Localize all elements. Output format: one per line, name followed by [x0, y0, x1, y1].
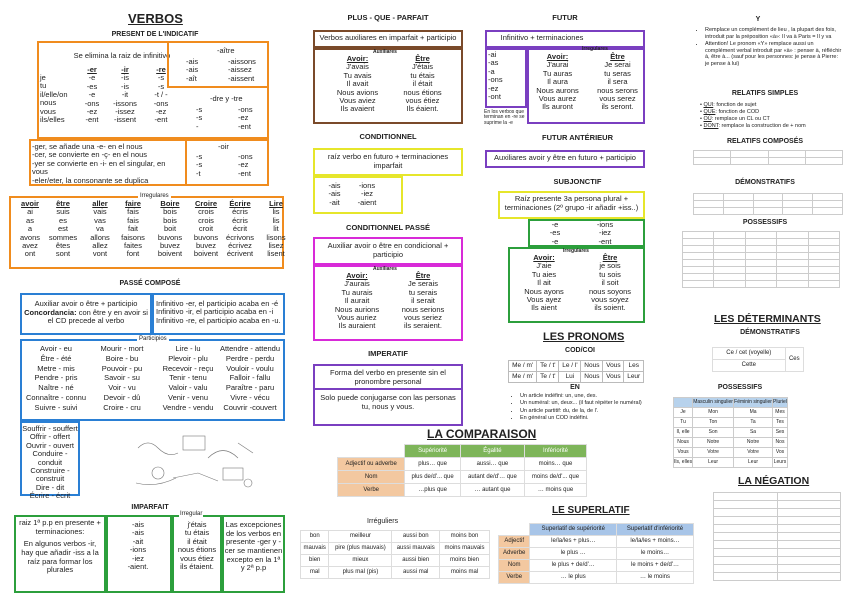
- imperatif-divider: [313, 388, 463, 390]
- pc-extra: Souffrir - souffert Offrir - offert Ouvrir - ouvert Conduire - conduit Construire - construit Dire - dit Écrire - écrit: [22, 424, 78, 501]
- futur-irr-label: Irregulares: [582, 46, 608, 52]
- irreg-verb-2: aller vais vas va allons allez vont: [90, 199, 110, 259]
- present-notes: -ger, se añade una -e- en el nous -cer, se convierte en -ç- en el nous -yer se convierte en -i- en el singular, en vous -eler/eter, la consonante se duplica: [32, 142, 166, 185]
- codcoi-heading: COD/COI: [565, 347, 595, 354]
- aitre-col2: -aissons -aissez -aissent: [228, 57, 256, 83]
- dre-col2: -ons -ez -ent: [238, 105, 253, 131]
- re-col: -re -s -s -t / - -ons -ez -ent: [153, 65, 169, 125]
- imperatif-text1: Forma del verbo en presente sin el pronombre personal: [330, 368, 446, 386]
- irreg-verb-7: Lire lis lis lit lisons lisez lisent: [266, 199, 286, 259]
- cond-rule: raíz verbo en futuro + terminaciones imparfait: [327, 152, 449, 170]
- imparfait-irr-label: Irregular: [180, 511, 203, 517]
- imparfait-note: Las excepciones de los verbos en presente -ger y -cer se mantienen excepto en la 1ª y 2ª p.p: [224, 520, 283, 573]
- condp-aux-label: Auxiliares: [373, 266, 397, 272]
- irreg-label: Irregulares: [140, 193, 169, 199]
- demonstratifs-table: [693, 193, 843, 215]
- participles-col-3: Attendre - attendu Perdre - perdu Vouloir - voulu Falloir - fallu Paraître - paru Vivre - vécu Couvrir -couvert: [219, 344, 281, 412]
- demonstratifs-heading: DÉMONSTRATIFS: [735, 179, 795, 186]
- det-dem-table: Ce / cet (voyelle) Ces Cette: [712, 347, 804, 372]
- pc-heading: PASSÉ COMPOSÉ: [119, 280, 181, 287]
- imperatif-heading: IMPERATIF: [368, 349, 408, 358]
- hand-drawn-sketch: [128, 428, 268, 493]
- pqp-heading: PLUS - QUE - PARFAIT: [347, 13, 429, 22]
- det-poss-heading: POSSESSIFS: [717, 384, 763, 391]
- present-pronouns: je tu il/elle/on nous vous ils/elles: [40, 73, 68, 124]
- negation-table: [713, 492, 841, 581]
- irreg-verb-5: Croire crois crois croit buvons buvez boivent: [193, 199, 219, 259]
- dre-col1: -s -s -: [196, 105, 203, 131]
- superlatif-table: Superlatif de supériorité Superlatif d'infériorité Adjectif le/la/les + plus… le/la/les + moins… Adverbe le plus … le moins… Nom le plus + de/d'… le moins + de/d'… Verbe … le plus … le moins: [498, 523, 694, 584]
- det-dem-heading: DÉMONSTRATIFS: [740, 329, 800, 336]
- irreguliers-heading: Irréguliers: [367, 518, 399, 525]
- futur-note: En los verbos que terminan en -re se suprime la -e: [484, 109, 525, 126]
- pronoms-heading: LES PRONOMS: [543, 331, 625, 343]
- pronoms-table: Me / m' Te / t' Le / l' Nous Vous Les Me / m' Te / t' Lui Nous Vous Leur: [508, 360, 644, 383]
- irreg-verb-3: faire fais fais fait faisons faites font: [121, 199, 145, 259]
- irreg-verb-1: être suis es est sommes êtes sont: [48, 199, 78, 259]
- participles-col-0: Avoir - eu Être - été Metre - mis Pendre - pris Naître - né Connaître - connu Suivre - suivi: [25, 344, 87, 412]
- irreg-verb-0: avoir ai as a avons avez ont: [19, 199, 40, 259]
- imperatif-text2: Solo puede conjugarse con las personas tu, nous y vous.: [320, 393, 456, 411]
- cond-end2: -ions -iez -aient: [357, 181, 377, 207]
- imparfait-etre: j'étais tu étais il était nous étions vous étiez ils étaient.: [177, 520, 217, 571]
- subj-end1: -e -es -e: [549, 220, 561, 246]
- comparaison-table: Supériorité Égalité Infériorité Adjectif ou adverbe plus… que aussi… que moins… que Nom plus de/d'... que autant de/d'… que moins de/d'... que Verbe …plus que … autant que … moins que: [337, 444, 587, 497]
- condp-etre: Être Je serais tu serais il serait nous serions vous seriez ils seraient.: [401, 271, 445, 331]
- present-rule: Se elimina la raiz de infinitivo: [73, 51, 171, 60]
- oir-col1: -s -s -t: [196, 152, 203, 178]
- subj-irr-label: Irregulares: [563, 248, 589, 254]
- pc-left-text: Auxiliar avoir o être + participio Concordancia: con être y en avoir si el CD precede al verbo: [24, 299, 148, 326]
- possessifs-heading: POSSESSIFS: [742, 219, 788, 226]
- cond-end1: -ais -ais -ait: [328, 181, 341, 207]
- determinants-heading: LES DÉTERMINANTS: [714, 313, 821, 325]
- participles-col-1: Mourir - mort Boire - bu Pouvoir - pu Savoir - su Voir - vu Devoir - dû Croire - cru: [100, 344, 144, 412]
- y-list: • Remplace un complément de lieu , la plupart des fois, introduit par la préposition «à»: Il va à Paris = Il y va • Attention! Le pronom «Y» remplace aussi un complément verbal introduit par «à» : penser à, réfléchir à, être à... (sauf pour les personnes: je pense à Pierre: je pense à lui): [697, 27, 842, 69]
- subj-end2: -ions -iez -ent: [596, 220, 614, 246]
- futa-heading: FUTUR ANTÉRIEUR: [542, 133, 613, 142]
- comparaison-heading: LA COMPARAISON: [427, 427, 537, 441]
- oir-col2: -ons -ez -ent: [238, 152, 253, 178]
- negation-heading: LA NÉGATION: [738, 475, 810, 487]
- imparfait-endings: -ais -ais -ait -ions -iez -aient.: [127, 520, 149, 571]
- cond-heading: CONDITIONNEL: [359, 132, 417, 141]
- relatifs-list: • QUI: fonction de sujet • QUE: fonction de COD • OÙ: remplace un CL ou CT • DONT: remplace la construction de + nom: [700, 102, 806, 130]
- relatifs-heading: RELATIFS SIMPLES: [731, 90, 799, 97]
- subj-etre: Être je sois tu sois il soit nous soyons vous soyez ils soient.: [588, 253, 632, 313]
- futur-avoir: Avoir: J'aurai Tu auras Il aura Nous aurons Vous aurez Ils auront: [536, 52, 579, 112]
- pqp-rule: Verbos auxiliares en imparfait + participio: [319, 33, 457, 42]
- er-col: -er -e -es -e -ons -ez -ent: [84, 65, 100, 125]
- condp-rule: Auxiliar avoir o être en condicional + participio: [327, 241, 449, 259]
- ir-col: -ir -is -is -it -issons -issez -issent: [113, 65, 137, 125]
- irreg-verb-4: Boire bois bois boit buvons buvez boivent: [157, 199, 183, 259]
- dre-head: -dre y -tre: [210, 94, 243, 103]
- det-poss-table: Masculin singulier Féminin singulier Pluriel Je Mon Ma Mes Tu Ton Ta Tes Il, elle Son Sa Ses Nous Notre Notre Nos Vous Votre Votre Vos Ils, elles Leur Leur Leurs: [673, 397, 788, 468]
- subj-avoir: Avoir: J'aie Tu aies Il ait Nous ayons Vous ayez Ils aient: [524, 253, 564, 313]
- y-heading: Y: [755, 16, 761, 23]
- irreguliers-table: bon meilleur aussi bon moins bon mauvais pire (plus mauvais) aussi mauvais moins mauvais bien mieux aussi bien moins bien mal plus mal (pis) aussi mal moins mal: [300, 530, 490, 579]
- futur-rule: Infinitivo + terminaciones: [500, 33, 584, 42]
- relatifs-comp-heading: RELATIFS COMPOSÉS: [726, 138, 804, 145]
- pqp-etre: Être J'étais tu étais il était nous étions vous étiez Ils éaient.: [403, 54, 442, 114]
- en-list: • Un article indéfini: un, une, des. • Un numéral: un, deux... (il faut répéter le numéral) • Un article partitif: du, de la, de l'. • En général un COD indéfini.: [512, 393, 647, 422]
- superlatif-heading: LE SUPERLATIF: [552, 505, 630, 516]
- en-heading: EN: [570, 384, 580, 391]
- condp-heading: CONDITIONNEL PASSÉ: [346, 223, 430, 232]
- relatifs-comp-table: [693, 150, 843, 165]
- subj-rule: Raíz presente 3a persona plural + terminaciones (2º grupo -ir añadir +iss..): [504, 194, 639, 212]
- subj-heading: SUBJONCTIF: [553, 177, 602, 186]
- aitre-col1: -ais -ais -aît: [186, 57, 199, 83]
- participles-label: Participios: [139, 336, 167, 342]
- futur-etre: Être Je serai tu seras il sera nous serons vous serez ils seront.: [597, 52, 638, 112]
- irreg-verb-6: Écrire écris écris écrit écrivons écrivez écrivent: [226, 199, 254, 259]
- futur-endings: -ai -as -a -ons -ez -ont: [488, 50, 503, 101]
- possessifs-table: [682, 231, 840, 288]
- present-heading: PRESENT DE L'INDICATIF: [111, 31, 199, 38]
- participles-col-2: Lire - lu Plevoir - plu Recevoir - reçu Tenir - tenu Valoir - valu Venir - venu Vendre - vendu: [162, 344, 214, 412]
- condp-avoir: Avoir: J'aurais Tu aurais Il aurait Nous aurions Vous auriez Ils auraient: [334, 271, 380, 331]
- pqp-avoir: Avoir: J'avais Tu avais Il avait Nous avions Vous aviez Ils avaient: [336, 54, 379, 114]
- imparfait-heading: IMPARFAIT: [131, 504, 169, 511]
- pc-right-text: Infinitivo -er, el participio acaba en -é Infinitivo -ir, el participio acaba en -i Infinitivo -re, el participio acaba en -u.: [156, 299, 281, 325]
- imparfait-rule: raiz 1ª p.p en presente + terminaciones: En algunos verbos -ir, hay que añadir -iss a la raíz para formar los plurales: [19, 518, 101, 575]
- oir-head: -oir: [218, 142, 229, 151]
- aitre-head: -aître: [217, 46, 235, 55]
- futur-heading: FUTUR: [552, 13, 578, 22]
- futa-rule: Auxiliares avoir y être en futuro + participio: [494, 153, 636, 162]
- pqp-aux-label: Auxiliares: [373, 49, 397, 55]
- page-title: VERBOS: [128, 11, 183, 26]
